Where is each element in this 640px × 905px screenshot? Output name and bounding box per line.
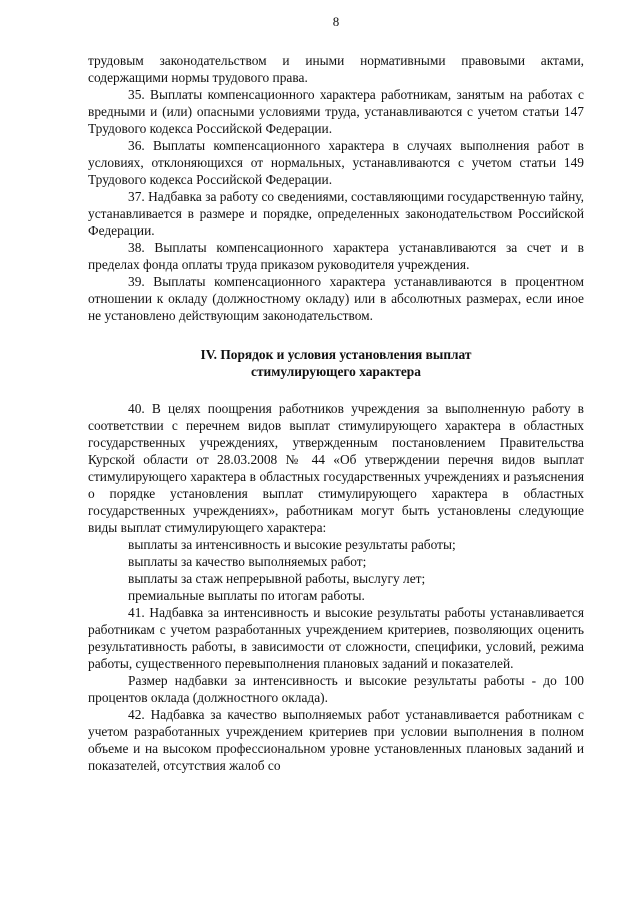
- section-heading: [88, 346, 584, 380]
- paragraph-35: 35. Выплаты компенсационного характера работникам, занятым на работах с вредными и (или) опасными условиями труда, устанавливаются с учетом статьи 147 Трудового кодекса Российской Федерации.: [88, 87, 584, 136]
- paragraph-39: 39. Выплаты компенсационного характера устанавливаются в процентном отношении к окладу (должностному окладу) или в абсолютных размерах, если иное не установлено действующим законодательством.: [88, 274, 584, 323]
- section-heading-line-2: стимулирующего характера: [251, 364, 421, 379]
- list-item: выплаты за стаж непрерывной работы, выслугу лет;: [128, 571, 426, 586]
- paragraph-41-size: Размер надбавки за интенсивность и высокие результаты работы - до 100 процентов оклада (должностного оклада).: [88, 673, 584, 705]
- section-heading-line-1: IV. Порядок и условия установления выплат: [200, 347, 472, 362]
- page-number: 8: [332, 14, 340, 29]
- paragraph-42: 42. Надбавка за качество выполняемых работ устанавливается работникам с учетом разработанных учреждением критериев при условии выполнения в полном объеме и на высоком профессиональном уровне установленных плановых заданий и показателей, отсутствия жалоб со: [88, 707, 584, 773]
- paragraph-38: 38. Выплаты компенсационного характера устанавливаются за счет и в пределах фонда оплаты труда приказом руководителя учреждения.: [88, 240, 584, 272]
- paragraph-41: 41. Надбавка за интенсивность и высокие результаты работы устанавливается работникам с учетом разработанных учреждением критериев, позволяющих оценить результативность работы, в зависимости от сложности, специфики, условий, режима работы, существенного перевыполнения плановых заданий и показателей.: [88, 605, 584, 671]
- list-item: выплаты за интенсивность и высокие результаты работы;: [128, 537, 456, 552]
- list-item: выплаты за качество выполняемых работ;: [128, 554, 367, 569]
- list-item: премиальные выплаты по итогам работы.: [128, 588, 365, 603]
- paragraph-36: 36. Выплаты компенсационного характера в случаях выполнения работ в условиях, отклоняющихся от нормальных, устанавливаются с учетом статьи 149 Трудового кодекса Российской Федерации.: [88, 138, 584, 187]
- paragraph-continuation: трудовым законодательством и иными нормативными правовыми актами, содержащими нормы трудового права.: [88, 53, 584, 85]
- document-page: [88, 14, 584, 774]
- paragraph-40: 40. В целях поощрения работников учреждения за выполненную работу в соответствии с перечнем видов выплат стимулирующего характера в областных государственных учреждениях, утвержденным постановлением Правительства Курской области от 28.03.2008 № 44 «Об утверждении перечня видов выплат стимулирующего характера в областных государственных учреждениях и разъяснения о порядке установления выплат стимулирующего характера в областных государственных учреждениях», работникам могут быть установлены следующие виды выплат стимулирующего характера:: [88, 401, 584, 535]
- paragraph-37: 37. Надбавка за работу со сведениями, составляющими государственную тайну, устанавливается в размере и порядке, определенных законодательством Российской Федерации.: [88, 189, 584, 238]
